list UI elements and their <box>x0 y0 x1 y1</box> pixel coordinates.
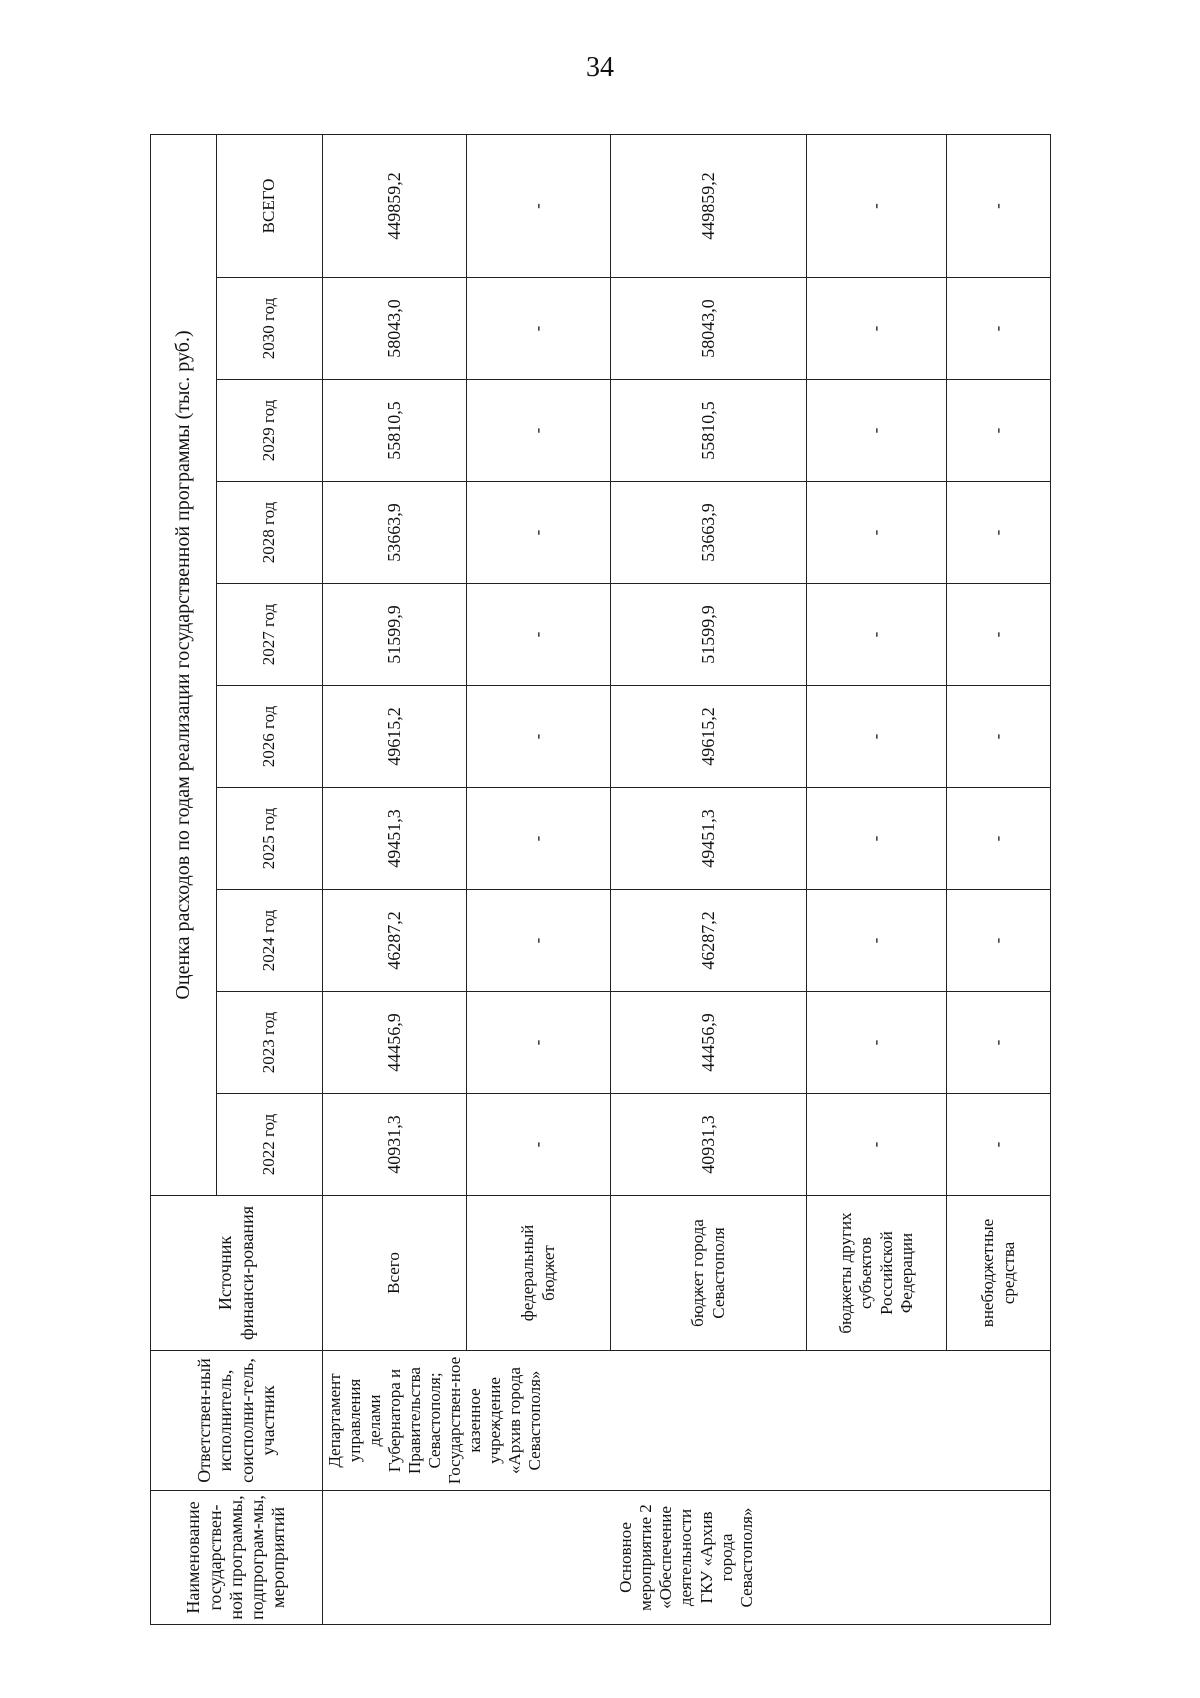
value-cell: 49615,2 <box>611 686 807 788</box>
value-cell: - <box>947 890 1051 992</box>
header-source-cell: Источник финанси-рования <box>151 1196 323 1351</box>
source-cell: бюджет города Севастополя <box>611 1196 807 1351</box>
value-cell: 49451,3 <box>611 788 807 890</box>
value-cell: - <box>467 380 611 482</box>
value-cell: 53663,9 <box>611 482 807 584</box>
total-cell: - <box>947 134 1051 277</box>
value-cell: - <box>467 890 611 992</box>
value-cell: 44456,9 <box>611 992 807 1094</box>
value-cell: 53663,9 <box>323 482 467 584</box>
value-cell: - <box>807 992 947 1094</box>
budget-table <box>150 134 1051 1625</box>
total-cell: 449859,2 <box>611 134 807 277</box>
value-cell: - <box>467 788 611 890</box>
source-cell: федеральный бюджет <box>467 1196 611 1351</box>
value-cell: - <box>947 482 1051 584</box>
value-cell: - <box>467 482 611 584</box>
value-cell: 46287,2 <box>611 890 807 992</box>
value-cell: - <box>807 584 947 686</box>
value-cell: - <box>807 278 947 380</box>
source-cell: внебюджетные средства <box>947 1196 1051 1351</box>
value-cell: 55810,5 <box>323 380 467 482</box>
value-cell: - <box>947 278 1051 380</box>
value-cell: 40931,3 <box>611 1094 807 1196</box>
value-cell: 55810,5 <box>611 380 807 482</box>
value-cell: - <box>947 584 1051 686</box>
year-header: 2025 год <box>217 788 323 890</box>
value-cell: - <box>467 992 611 1094</box>
value-cell: - <box>467 1094 611 1196</box>
rotated-table-wrapper <box>150 135 1050 1625</box>
activity-name-cell: Основное мероприятие 2 «Обеспечение деятельности ГКУ «Архив города Севастополя» <box>323 1491 1051 1625</box>
value-cell: - <box>807 1094 947 1196</box>
value-cell: - <box>807 788 947 890</box>
year-header: 2027 год <box>217 584 323 686</box>
value-cell: 49615,2 <box>323 686 467 788</box>
value-cell: 51599,9 <box>323 584 467 686</box>
value-cell: 44456,9 <box>323 992 467 1094</box>
value-cell: - <box>807 890 947 992</box>
activity-responsible-cell: Департамент управления делами Губернатора и Правительства Севастополя; Государствен-ное казенное учреждение «Архив города Севастополя» <box>323 1351 1051 1491</box>
year-header: 2029 год <box>217 380 323 482</box>
year-header: 2026 год <box>217 686 323 788</box>
year-header: 2028 год <box>217 482 323 584</box>
value-cell: - <box>947 788 1051 890</box>
year-header: 2023 год <box>217 992 323 1094</box>
value-cell: - <box>467 584 611 686</box>
value-cell: 49451,3 <box>323 788 467 890</box>
source-cell: Всего <box>323 1196 467 1351</box>
total-cell: - <box>467 134 611 277</box>
year-header: 2022 год <box>217 1094 323 1196</box>
source-cell: бюджеты других субъектов Российской Федерации <box>807 1196 947 1351</box>
total-header: ВСЕГО <box>217 134 323 277</box>
value-cell: - <box>947 992 1051 1094</box>
total-cell: 449859,2 <box>323 134 467 277</box>
year-header: 2030 год <box>217 278 323 380</box>
header-responsible-cell: Ответствен-ный исполнитель, соисполни-тель, участник <box>151 1351 323 1491</box>
value-cell: - <box>467 278 611 380</box>
value-cell: - <box>947 1094 1051 1196</box>
value-cell: - <box>467 686 611 788</box>
value-cell: - <box>947 686 1051 788</box>
value-cell: - <box>807 380 947 482</box>
header-name-cell: Наименование государствен-ной программы, подпрограм-мы, мероприятий <box>151 1491 323 1625</box>
value-cell: - <box>807 686 947 788</box>
value-cell: 58043,0 <box>323 278 467 380</box>
value-cell: - <box>807 482 947 584</box>
year-header: 2024 год <box>217 890 323 992</box>
value-cell: 51599,9 <box>611 584 807 686</box>
header-expenses-title: Оценка расходов по годам реализации государственной программы (тыс. руб.) <box>151 134 217 1195</box>
page-number: 34 <box>586 52 614 83</box>
total-cell: - <box>807 134 947 277</box>
value-cell: 40931,3 <box>323 1094 467 1196</box>
value-cell: 58043,0 <box>611 278 807 380</box>
value-cell: 46287,2 <box>323 890 467 992</box>
value-cell: - <box>947 380 1051 482</box>
